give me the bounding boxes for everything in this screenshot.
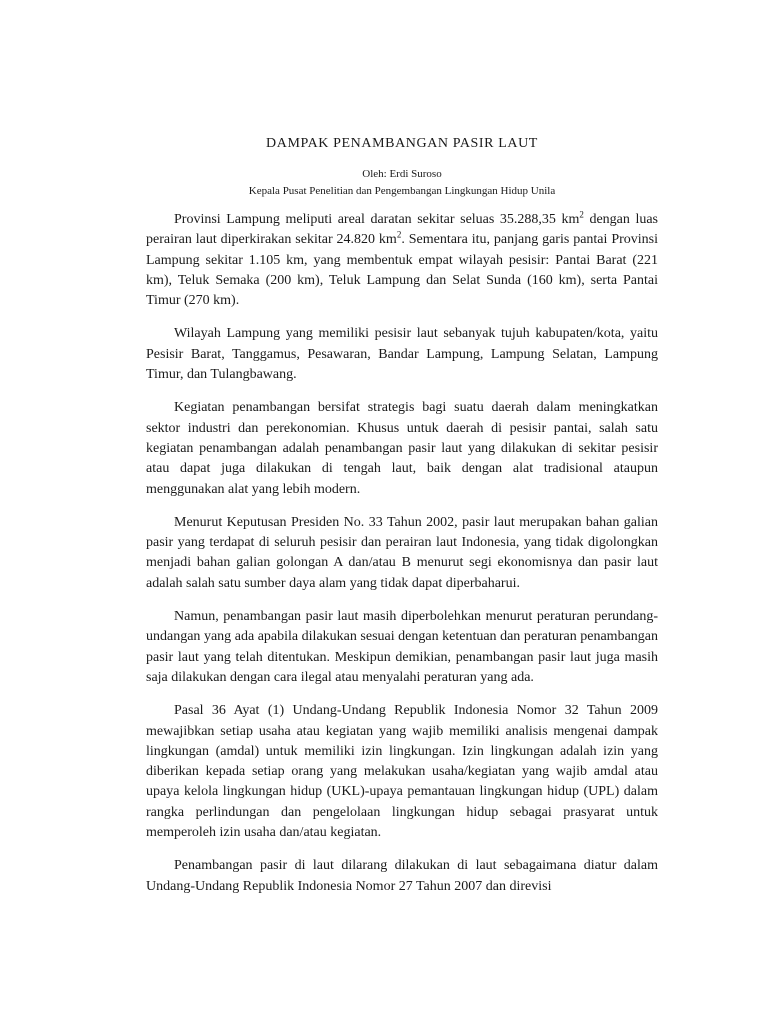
paragraph-1-part-a: Provinsi Lampung meliputi areal daratan sekitar seluas 35.288,35 km <box>174 212 580 227</box>
document-title: DAMPAK PENAMBANGAN PASIR LAUT <box>266 136 538 151</box>
paragraph-1 <box>146 210 658 311</box>
document-affiliation: Kepala Pusat Penelitian dan Pengembangan Lingkungan Hidup Unila <box>248 185 556 197</box>
superscript-2-second: 2 <box>396 229 402 240</box>
paragraph-1-part-b: dengan luas perairan laut diperkirakan sekitar 24.820 km <box>146 212 658 248</box>
document-body <box>146 210 658 910</box>
paragraph-6: Pasal 36 Ayat (1) Undang-Undang Republik Indonesia Nomor 32 Tahun 2009 mewajibkan setiap usaha atau kegiatan yang wajib memiliki analisis mengenai dampak lingkungan (amdal) untuk memiliki izin lingkungan. Izin lingkungan adalah izin yang diberikan kepada setiap orang yang melakukan usaha/kegiatan yang wajib amdal atau upaya kelola lingkungan hidup (UKL)-upaya pemantauan lingkungan hidup (UPL) dalam rangka perlindungan dan pengelolaan lingkungan hidup sebagai prasyarat untuk memperoleh izin usaha dan/atau kegiatan. <box>146 703 658 841</box>
paragraph-5: Namun, penambangan pasir laut masih diperbolehkan menurut peraturan perundang-undangan yang ada apabila dilakukan sesuai dengan ketentuan dan peraturan penambangan pasir laut yang telah ditentukan. Meskipun demikian, penambangan pasir laut juga masih saja dilakukan dengan cara ilegal atau menyalahi peraturan yang ada. <box>146 609 658 685</box>
paragraph-1-part-c: . Sementara itu, panjang garis pantai Provinsi Lampung sekitar 1.105 km, yang membentuk empat wilayah pesisir: Pantai Barat (221 km), Teluk Semaka (200 km), Teluk Lampung dan Selat Sunda (160 km), serta Pantai Timur (270 km). <box>146 232 658 309</box>
paragraph-3: Kegiatan penambangan bersifat strategis bagi suatu daerah dalam meningkatkan sektor industri dan perekonomian. Khusus untuk daerah di pesisir pantai, salah satu kegiatan penambangan adalah penambangan pasir laut yang dilakukan di sekitar pesisir atau dapat juga dilakukan di tengah laut, baik dengan alat tradisional ataupun menggunakan alat yang lebih modern. <box>146 400 658 497</box>
document-author: Oleh: Erdi Suroso <box>362 168 442 180</box>
paragraph-7: Penambangan pasir di laut dilarang dilakukan di laut sebagaimana diatur dalam Undang-Undang Republik Indonesia Nomor 27 Tahun 2007 dan direvisi <box>146 858 658 894</box>
paragraph-2: Wilayah Lampung yang memiliki pesisir laut sebanyak tujuh kabupaten/kota, yaitu Pesisir Barat, Tanggamus, Pesawaran, Bandar Lampung, Lampung Selatan, Lampung Timur, dan Tulangbawang. <box>146 326 658 383</box>
paragraph-4: Menurut Keputusan Presiden No. 33 Tahun 2002, pasir laut merupakan bahan galian pasir yang terdapat di seluruh pesisir dan perairan laut Indonesia, yang tidak digolongkan menjadi bahan galian golongan A dan/atau B menurut segi ekonomisnya dan pasir laut adalah salah satu sumber daya alam yang tidak dapat diperbaharui. <box>146 514 658 591</box>
superscript-2-first: 2 <box>579 209 584 220</box>
